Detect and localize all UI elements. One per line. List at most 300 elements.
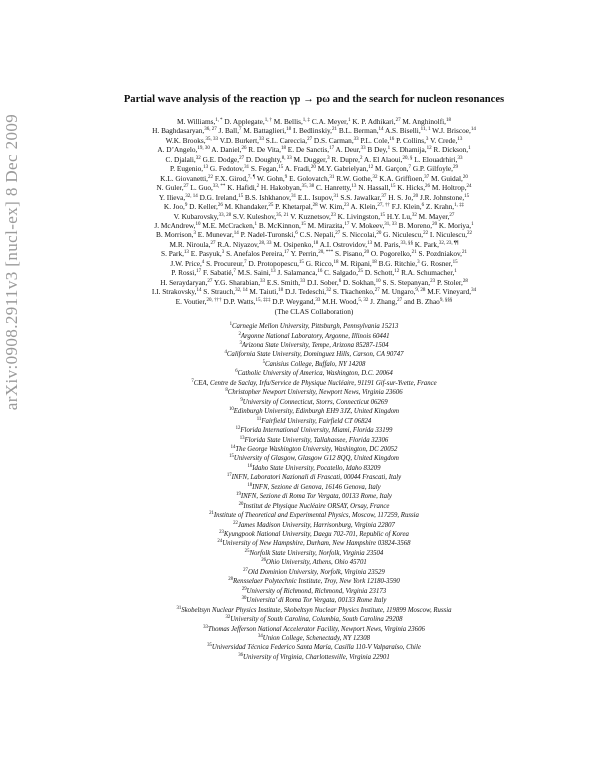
author-name: E. De Sanctis, [285, 145, 330, 155]
author-name: M.R. Niroula, [169, 239, 211, 249]
author-affiliation-marker: 33 [457, 155, 463, 161]
author-affiliation-marker: 33 [360, 146, 366, 152]
author-name: G. Fedotov, [208, 164, 245, 174]
author-affiliation-marker: 14 [196, 288, 202, 294]
author-affiliation-marker: 32, 14 [235, 288, 248, 294]
author-affiliation-marker: 33 [315, 297, 321, 303]
affiliation-number: 34 [257, 634, 263, 640]
author-name: M. Guidal, [429, 173, 463, 183]
author-affiliation-marker: 23 [330, 212, 336, 218]
affiliation-line [40, 577, 588, 586]
affiliation-text: CEA, Centre de Saclay, Irfu/Service de Physique Nucléaire, 91191 Gif-sur-Yvette, France [193, 379, 437, 387]
author-name: M. Holtrop, [430, 183, 467, 193]
author-name: J.R. Johnstone, [418, 192, 465, 202]
author-affiliation-marker: 32 [411, 212, 417, 218]
author-name: J. McAndrew, [154, 220, 196, 230]
affiliation-text: The George Washington University, Washington, DC 20052 [235, 445, 398, 453]
author-affiliation-marker: 33 [258, 136, 264, 142]
author-affiliation-marker: 20 [432, 221, 438, 227]
author-list [40, 117, 588, 306]
affiliation-number: 3 [239, 340, 242, 346]
author-name: F.J. Klein, [389, 202, 422, 212]
author-name: M. Williams, [177, 117, 216, 126]
affiliation-line [40, 521, 588, 530]
author-name: R. Dupre, [329, 154, 360, 164]
author-affiliation-marker: 15 [300, 221, 306, 227]
author-name: Y.G. Sharabian, [212, 277, 261, 287]
author-affiliation-marker: 25 [268, 203, 274, 209]
affiliation-line [40, 341, 588, 350]
author-name: D.P. Watts, [221, 296, 256, 306]
author-name: F.X. Girod, [213, 173, 248, 183]
author-line [40, 183, 588, 192]
author-affiliation-marker: 25 [358, 269, 364, 275]
author-name: S. Niccolai, [340, 230, 377, 240]
author-name: S. Park, [161, 249, 184, 259]
author-affiliation-marker: 7 [244, 259, 247, 265]
author-affiliation-marker: 17 [344, 221, 350, 227]
author-name: D. Sokhan, [341, 277, 376, 287]
author-name: K.A. Griffioen, [377, 173, 425, 183]
author-affiliation-marker: 6 [338, 278, 342, 284]
author-name: S. Strauch, [201, 287, 236, 297]
author-name: V. Kubarovsky, [173, 211, 219, 221]
author-affiliation-marker: 20 [364, 250, 370, 256]
author-name: I.I. Strakovsky, [151, 287, 197, 297]
author-affiliation-marker: 8, 33 [281, 155, 292, 161]
paper-title: Partial wave analysis of the reaction γp → pω and the search for nucleon resonances [123, 94, 505, 105]
author-affiliation-marker: 12 [426, 146, 432, 152]
author-affiliation-marker: 5, 32 [358, 297, 369, 303]
author-name: P. Stoler, [435, 277, 463, 287]
author-affiliation-marker: 7 [239, 127, 242, 133]
affiliation-number: 19 [236, 492, 241, 498]
author-name: S. Procureur, [204, 258, 245, 268]
affiliation-number: 4 [224, 350, 227, 356]
affiliation-line [40, 492, 588, 501]
author-name: M. Garçon, [373, 164, 409, 174]
author-name: S. Anefalos Pereira, [224, 249, 285, 259]
author-affiliation-marker: 3 [221, 250, 225, 256]
author-name: B. McKinnon, [257, 220, 301, 230]
author-affiliation-marker: 15 [380, 212, 386, 218]
author-affiliation-marker: 37 [381, 193, 387, 199]
affiliation-number: 21 [209, 511, 214, 517]
author-name: M. Ungaro, [379, 287, 416, 297]
author-name: G. Ricco, [303, 258, 334, 268]
author-name: K. P. Adhikari, [350, 117, 396, 126]
author-name: K. Moriya, [437, 220, 472, 230]
author-affiliation-marker: 3 [417, 259, 420, 265]
author-line [40, 221, 588, 230]
author-name: K.L. Giovanetti, [160, 173, 208, 183]
author-affiliation-marker: 2 [360, 155, 363, 161]
author-name: M. Mayer, [416, 211, 450, 221]
author-name: S. Tkachenko, [331, 287, 375, 297]
affiliation-line [40, 473, 588, 482]
author-affiliation-marker: 16 [317, 269, 323, 275]
affiliation-line [40, 653, 588, 662]
affiliation-number: 31 [176, 605, 182, 611]
author-name: R. De Vita, [246, 145, 281, 155]
affiliation-number: 8 [225, 388, 228, 394]
author-affiliation-marker: 7 [233, 269, 236, 275]
affiliation-line [40, 407, 588, 416]
author-line [40, 136, 588, 145]
author-name: D. Protopopescu, [246, 258, 299, 268]
author-name: D. Keller, [187, 202, 218, 212]
author-affiliation-marker: 16 [389, 136, 395, 142]
author-affiliation-marker: 15 [464, 193, 470, 199]
author-name: B Dey, [365, 145, 388, 155]
affiliation-number: 26 [261, 558, 267, 564]
author-name: B.S. Ishkhanov, [243, 192, 292, 202]
author-affiliation-marker: 35, 33 [205, 136, 219, 142]
affiliation-line [40, 322, 588, 331]
author-affiliation-marker: 18 [313, 240, 319, 246]
author-affiliation-marker: 18 [286, 127, 292, 133]
affiliation-text: Fairfield University, Fairfield CT 06824 [261, 417, 372, 425]
author-affiliation-marker: 26 [241, 146, 247, 152]
author-line [40, 212, 588, 221]
author-name: S. Pozdniakov, [416, 249, 462, 259]
affiliation-line [40, 615, 588, 624]
author-affiliation-marker: 31, 33 [384, 221, 397, 227]
affiliation-text: University of New Hampshire, Durham, New Hampshire 03824-3568 [222, 540, 411, 548]
author-name: H. S. Jo, [386, 192, 414, 202]
author-line [40, 117, 588, 126]
affiliation-line [40, 634, 588, 643]
author-name: M. Anghinolfi, [400, 117, 446, 126]
affiliation-line [40, 388, 588, 397]
author-line [40, 268, 588, 277]
author-name: B. Morrison, [155, 230, 194, 240]
author-name: Y. Ilieva, [158, 192, 186, 202]
author-name: D. Applegate, [222, 117, 265, 126]
author-affiliation-marker: 3 [193, 231, 196, 237]
author-name: M. Taiuti, [247, 287, 279, 297]
author-affiliation-marker: 18 [333, 259, 339, 265]
author-name: D. Schott, [363, 268, 395, 278]
author-name: D. Doughty, [244, 154, 282, 164]
author-affiliation-marker: 26 [217, 203, 223, 209]
author-affiliation-marker: 27, †† [377, 203, 390, 209]
author-line [40, 145, 588, 154]
affiliation-text: Institute of Theoretical and Experimental Physics, Moscow, 117259, Russia [213, 512, 419, 520]
author-affiliation-marker: 12 [368, 165, 374, 171]
author-name: W.J. Briscoe, [430, 126, 471, 136]
author-name: R.A. Schumacher, [399, 268, 455, 278]
author-affiliation-marker: 13 [367, 240, 373, 246]
affiliation-number: 33 [203, 624, 208, 630]
author-name: M.H. Wood, [320, 296, 359, 306]
author-affiliation-marker: 13 [203, 165, 209, 171]
author-affiliation-marker: 15, ‡‡‡ [255, 297, 271, 303]
affiliation-number: 1 [229, 322, 232, 328]
author-name: J.W. Price, [170, 258, 202, 268]
author-affiliation-marker: 3 [425, 136, 429, 142]
author-affiliation-marker: 28 [312, 203, 318, 209]
affiliation-text: Idaho State University, Pocatello, Idaho 83209 [252, 464, 381, 472]
affiliation-number: 23 [219, 530, 224, 536]
affiliation-line [40, 549, 588, 558]
author-name: H. Baghdasaryan, [152, 126, 205, 136]
author-affiliation-marker: 27 [239, 155, 245, 161]
author-name: K. Park, [412, 239, 439, 249]
author-name: P. Rossi, [171, 268, 197, 278]
author-name: V. Crede, [428, 135, 458, 145]
author-affiliation-marker: 10 [375, 278, 381, 284]
author-affiliation-marker: 20, § [402, 155, 413, 161]
affiliation-line [40, 483, 588, 492]
author-affiliation-marker: 13 [183, 250, 189, 256]
author-name: K. Hafidi, [225, 183, 257, 193]
author-name: K. Joo, [163, 202, 185, 212]
author-name: P.L. Cole, [358, 135, 390, 145]
affiliation-line [40, 625, 588, 634]
author-name: Y. Perrin, [289, 249, 319, 259]
affiliation-text: University of Virginia, Charlottesville, Virginia 22901 [243, 653, 390, 661]
author-affiliation-marker: 31 [291, 193, 297, 199]
author-name: M. Osipenko, [271, 239, 314, 249]
author-line [40, 240, 588, 249]
author-affiliation-marker: 1 [254, 221, 258, 227]
author-affiliation-marker: 33 [300, 278, 306, 284]
author-name: V. Kuznetsov, [288, 211, 331, 221]
author-affiliation-marker: 37 [424, 174, 430, 180]
affiliation-number: 11 [256, 416, 262, 422]
author-name: M. Mirazita, [305, 220, 345, 230]
author-affiliation-marker: 32 [372, 174, 378, 180]
author-affiliation-marker: 18 [371, 259, 377, 265]
author-affiliation-marker: 15 [238, 193, 244, 199]
affiliation-line [40, 398, 588, 407]
author-name: E.S. Smith, [265, 277, 301, 287]
author-name: P. Eugenio, [170, 164, 204, 174]
author-affiliation-marker: 1, ‡‡ [454, 203, 465, 209]
affiliation-text: Ohio University, Athens, Ohio 45701 [266, 559, 367, 567]
affiliation-text: University of Richmond, Richmond, Virginia 23173 [246, 587, 387, 595]
author-affiliation-marker: 34 [471, 288, 477, 294]
author-name: E. Munevar, [195, 230, 234, 240]
author-name: M.S. Saini, [235, 268, 271, 278]
affiliation-line [40, 643, 588, 652]
author-affiliation-marker: 1, * [215, 118, 223, 123]
author-name: D.S. Carman, [312, 135, 354, 145]
author-name: D.I. Sober, [305, 277, 339, 287]
affiliation-text: Old Dominion University, Norfolk, Virginia 23529 [247, 568, 385, 576]
affiliation-number: 20 [238, 501, 244, 507]
affiliation-number: 6 [235, 369, 238, 375]
author-name: L. Elouadrhiri, [412, 154, 458, 164]
affiliation-text: Florida State University, Tallahassee, Florida 32306 [244, 436, 389, 444]
affiliation-text: Carnegie Mellon University, Pittsburgh, Pennsylvania 15213 [231, 323, 399, 331]
affiliation-text: Union College, Schenectady, NY 12308 [262, 635, 371, 643]
author-name: H. Seraydaryan, [160, 277, 208, 287]
author-affiliation-marker: 33, 28 [218, 212, 232, 218]
affiliation-number: 27 [243, 567, 248, 573]
author-name: I. Bedlinskiy, [291, 126, 332, 136]
author-affiliation-marker: 33, §§ [400, 240, 413, 246]
affiliation-text: INFN, Laboratori Nazionali di Frascati, 00044 Frascati, Italy [231, 474, 402, 482]
author-affiliation-marker: 14 [233, 231, 239, 237]
affiliation-text: Skobeltsyn Nuclear Physics Institute, Skobeltsyn Nuclear Physics Institute, 119899 Moscow, Russia [181, 606, 452, 614]
affiliation-text: James Madison University, Harrisonburg, Virginia 22807 [237, 521, 395, 529]
author-affiliation-marker: 9 [184, 203, 188, 209]
author-affiliation-marker: 36, 27 [204, 127, 217, 133]
affiliation-text: Norfolk State University, Norfolk, Virginia 23504 [249, 549, 384, 557]
author-affiliation-marker: 18 [278, 288, 284, 294]
author-affiliation-marker: 22 [467, 231, 473, 237]
affiliation-line [40, 332, 588, 341]
author-name: J. Zhang, [368, 296, 398, 306]
author-name: G.P. Gilfoyle, [411, 164, 453, 174]
author-affiliation-marker: 2 [256, 184, 260, 190]
author-name: A. D’Angelo, [157, 145, 198, 155]
author-line [40, 249, 588, 258]
author-affiliation-marker: 1 [471, 221, 474, 227]
author-affiliation-marker: 20, ††† [206, 297, 222, 303]
affiliation-line [40, 568, 588, 577]
author-name: V. Mokeev, [349, 220, 385, 230]
author-name: R.A. Niyazov, [215, 239, 260, 249]
affiliation-line [40, 417, 588, 426]
author-affiliation-marker: 12 [394, 269, 400, 275]
affiliation-line [40, 454, 588, 463]
author-name: C.A. Meyer, [310, 117, 349, 126]
affiliation-number: 5 [262, 359, 265, 365]
author-affiliation-marker: 9 [284, 174, 288, 180]
author-affiliation-marker: 6 [295, 231, 298, 237]
author-affiliation-marker: 27 [210, 240, 216, 246]
affiliation-text: Florida International University, Miami, Florida 33199 [240, 427, 393, 435]
author-line [40, 164, 588, 173]
author-affiliation-marker: 31 [244, 165, 250, 171]
author-affiliation-marker: 27 [449, 212, 455, 218]
author-name: P. Nadel-Turonski, [238, 230, 296, 240]
author-affiliation-marker: 22 [208, 174, 213, 180]
affiliation-number: 9 [240, 397, 243, 403]
author-affiliation-marker: 21 [411, 250, 417, 256]
affiliation-line [40, 530, 588, 539]
author-name: C. Hanretty, [314, 183, 352, 193]
author-name: N. Hassall, [356, 183, 391, 193]
author-name: W. Gohn, [255, 173, 285, 183]
affiliation-line [40, 502, 588, 511]
author-name: M.E. McCracken, [200, 220, 255, 230]
author-affiliation-marker: 20 [413, 193, 419, 199]
author-line [40, 230, 588, 239]
author-affiliation-marker: 27 [207, 278, 213, 284]
author-name: A. Daniel, [209, 145, 242, 155]
author-name: G. Niculescu, [381, 230, 424, 240]
author-affiliation-marker: 27 [335, 231, 341, 237]
author-name: A. El Alaoui, [362, 154, 403, 164]
author-name: R.W. Gothe, [334, 173, 373, 183]
affiliation-text: University of Glasgow, Glasgow G12 8QQ, United Kingdom [233, 455, 399, 463]
author-name: K. Livingston, [335, 211, 381, 221]
affiliation-text: Kyungpook National University, Daegu 702-701, Republic of Korea [223, 531, 409, 539]
affiliation-text: Argonne National Laboratory, Argonne, Illinois 60441 [240, 332, 390, 340]
affiliation-number: 28 [228, 577, 234, 583]
affiliation-number: 15 [229, 454, 234, 460]
author-affiliation-marker: 28, 33 [259, 240, 272, 246]
author-line [40, 202, 588, 211]
affiliation-line [40, 558, 588, 567]
author-affiliation-marker: 24 [466, 184, 472, 190]
author-name: V.D. Burkert, [218, 135, 259, 145]
author-name: R. Dickson, [431, 145, 469, 155]
author-affiliation-marker: 35, 38 [301, 184, 315, 190]
affiliation-text: University of South Carolina, Columbia, South Carolina 29208 [230, 616, 403, 624]
author-affiliation-marker: 14 [378, 127, 384, 133]
author-name: M. Ripani, [338, 258, 372, 268]
author-name: B.G. Ritchie, [376, 258, 418, 268]
affiliation-line [40, 445, 588, 454]
author-affiliation-marker: 18 [280, 146, 286, 152]
author-name: Z. Krahn, [424, 202, 455, 212]
author-name: S. Fegan, [249, 164, 279, 174]
author-affiliation-marker: 1, † [264, 118, 272, 123]
author-affiliation-marker: 28 [462, 278, 468, 284]
affiliation-number: 24 [217, 539, 223, 545]
author-name: M. Khandaker, [222, 202, 269, 212]
author-affiliation-marker: 7, ¶ [247, 174, 256, 180]
paper-header [40, 94, 588, 662]
affiliation-number: 35 [207, 643, 212, 649]
author-affiliation-marker: 9, §§§ [439, 297, 453, 303]
author-name: O. Pogorelko, [369, 249, 412, 259]
author-affiliation-marker: 32 [326, 288, 332, 294]
author-affiliation-marker: 13 [351, 184, 357, 190]
author-name: A. Fradi, [283, 164, 311, 174]
author-affiliation-marker: 19, 30 [197, 146, 210, 152]
author-line [40, 287, 588, 296]
affiliation-list [40, 322, 588, 662]
author-affiliation-marker: 27 [307, 136, 313, 142]
author-affiliation-marker: 20 [462, 174, 468, 180]
affiliation-line [40, 539, 588, 548]
affiliation-text: University of Connecticut, Storrs, Connecticut 06269 [242, 398, 388, 406]
author-affiliation-marker: 15 [278, 165, 284, 171]
author-affiliation-marker: 17 [196, 269, 202, 275]
author-name: S.L. Careccia, [263, 135, 308, 145]
affiliation-number: 25 [244, 548, 250, 554]
affiliation-text: INFN, Sezione di Roma Tor Vergata, 00133 Rome, Italy [240, 493, 392, 501]
author-affiliation-marker: 21 [332, 127, 337, 133]
author-name: C.S. Nepali, [297, 230, 336, 240]
author-line [40, 259, 588, 268]
author-name: C. Salgado, [322, 268, 359, 278]
author-affiliation-marker: 23 [344, 203, 350, 209]
affiliation-number: 10 [228, 407, 234, 413]
author-name: N. Guler, [156, 183, 184, 193]
author-name: M. Dugger, [291, 154, 328, 164]
author-affiliation-marker: 20, *** [318, 250, 334, 256]
affiliation-number: 14 [230, 444, 236, 450]
author-name: W. Kim, [317, 202, 345, 212]
author-name: D.J. Tedeschi, [283, 287, 327, 297]
author-name: and B. Zhao [402, 296, 440, 306]
author-name: M.Y. Gabrielyan, [315, 164, 369, 174]
affiliation-line [40, 436, 588, 445]
affiliation-text: Thomas Jefferson National Accelerator Facility, Newport News, Virginia 23606 [207, 625, 425, 633]
author-name: H.Y. Lu, [385, 211, 412, 221]
affiliation-line [40, 360, 588, 369]
author-name: G. Rosner, [419, 258, 453, 268]
author-affiliation-marker: 11, 1 [420, 127, 431, 133]
author-name: M. Battaglieri, [241, 126, 287, 136]
